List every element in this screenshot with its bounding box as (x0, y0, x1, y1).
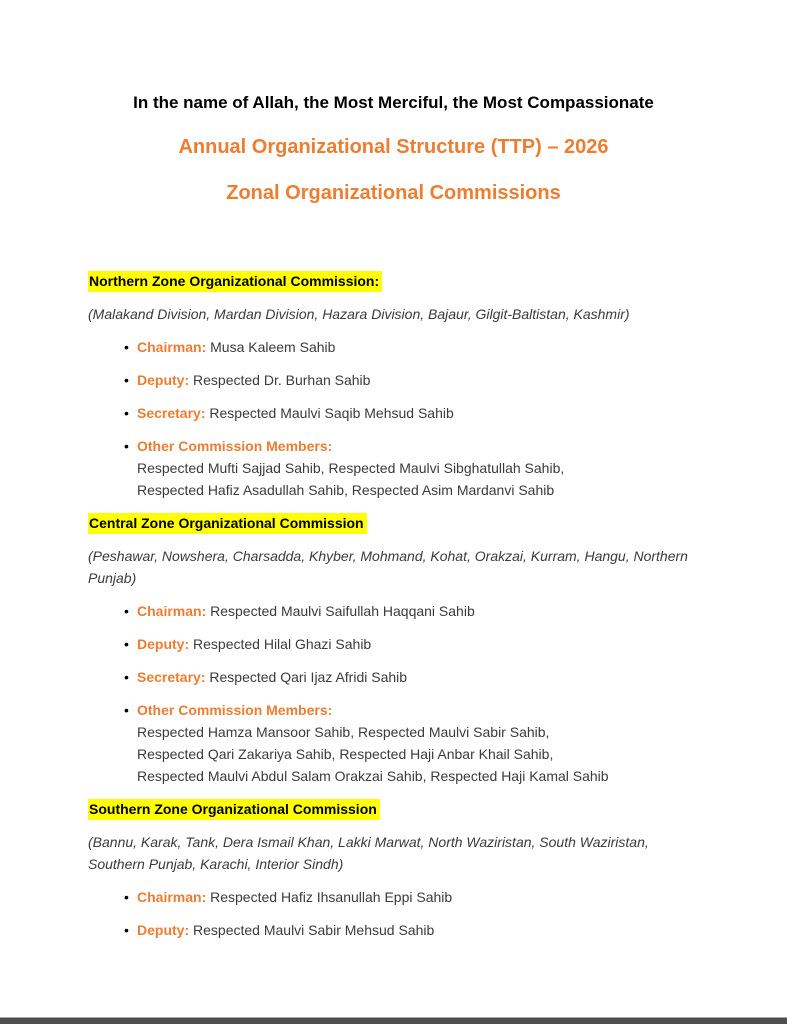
member-line: Respected Qari Zakariya Sahib, Respected Haji Anbar Khail Sahib, (137, 746, 554, 762)
regions-line: (Peshawar, Nowshera, Charsadda, Khyber, Mohmand, Kohat, Orakzai, Kurram, Hangu, Northern (88, 548, 688, 564)
role-item-secretary (88, 666, 699, 688)
role-item-deputy (88, 369, 699, 391)
role-value: Respected Maulvi Saqib Mehsud Sahib (209, 405, 454, 421)
role-item-secretary (88, 402, 699, 424)
role-label: Deputy: (137, 922, 190, 938)
regions-line: (Bannu, Karak, Tank, Dera Ismail Khan, Lakki Marwat, North Waziristan, South Waziristan, (88, 834, 649, 850)
role-label: Deputy: (137, 372, 190, 388)
role-item-deputy (88, 633, 699, 655)
role-value: Respected Hilal Ghazi Sahib (193, 636, 372, 652)
role-label: Deputy: (137, 636, 190, 652)
regions-line: Punjab) (88, 570, 137, 586)
document-subtitle: Zonal Organizational Commissions (226, 182, 561, 204)
role-value: Musa Kaleem Sahib (210, 339, 336, 355)
regions-note (88, 303, 699, 325)
section-southern-zone (88, 798, 699, 941)
highlighted-heading-text: Northern Zone Organizational Commission: (88, 271, 382, 292)
role-value: Respected Maulvi Sabir Mehsud Sahib (193, 922, 435, 938)
section-heading (88, 798, 699, 820)
role-value: Respected Hafiz Ihsanullah Eppi Sahib (210, 889, 453, 905)
role-value: Respected Dr. Burhan Sahib (193, 372, 371, 388)
role-value: Respected Qari Ijaz Afridi Sahib (209, 669, 408, 685)
section-northern-zone (88, 270, 699, 501)
roles-list (88, 600, 699, 787)
role-label: Secretary: (137, 669, 206, 685)
section-heading (88, 512, 699, 534)
roles-list (88, 886, 699, 941)
regions-note (88, 545, 699, 589)
member-line: Respected Mufti Sajjad Sahib, Respected Maulvi Sibghatullah Sahib, (137, 460, 565, 476)
regions-line: (Malakand Division, Mardan Division, Hazara Division, Bajaur, Gilgit-Baltistan, Kashmir) (88, 306, 630, 322)
role-label: Chairman: (137, 889, 207, 905)
role-item-other-members (88, 435, 699, 501)
highlighted-heading-text: Central Zone Organizational Commission (88, 513, 367, 534)
section-heading (88, 270, 699, 292)
regions-note (88, 831, 699, 875)
roles-list (88, 336, 699, 501)
role-item-chairman (88, 886, 699, 908)
role-label: Other Commission Members: (137, 702, 333, 718)
document-title: Annual Organizational Structure (TTP) – 2026 (178, 136, 609, 158)
role-label: Other Commission Members: (137, 438, 333, 454)
role-item-deputy (88, 919, 699, 941)
page-bottom-bar (0, 1017, 787, 1024)
member-line: Respected Hamza Mansoor Sahib, Respected Maulvi Sabir Sahib, (137, 724, 550, 740)
role-label: Chairman: (137, 603, 207, 619)
member-line: Respected Hafiz Asadullah Sahib, Respected Asim Mardanvi Sahib (137, 482, 555, 498)
role-value: Respected Maulvi Saifullah Haqqani Sahib (210, 603, 475, 619)
role-item-other-members (88, 699, 699, 787)
role-item-chairman (88, 600, 699, 622)
section-central-zone (88, 512, 699, 787)
role-item-chairman (88, 336, 699, 358)
highlighted-heading-text: Southern Zone Organizational Commission (88, 799, 380, 820)
role-label: Chairman: (137, 339, 207, 355)
role-label: Secretary: (137, 405, 206, 421)
regions-line: Southern Punjab, Karachi, Interior Sindh) (88, 856, 344, 872)
member-line: Respected Maulvi Abdul Salam Orakzai Sahib, Respected Haji Kamal Sahib (137, 768, 609, 784)
bismillah-line: In the name of Allah, the Most Merciful, the Most Compassionate (133, 93, 654, 112)
